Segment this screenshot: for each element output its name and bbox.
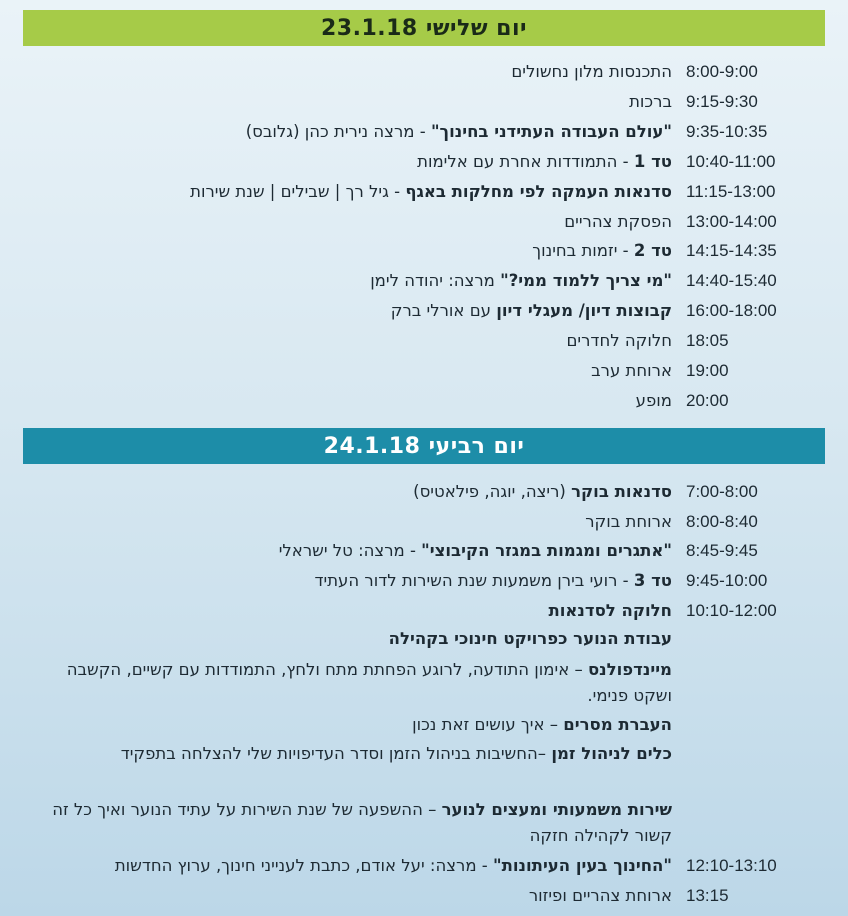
- workshop-description: – איך עושים זאת נכון: [412, 715, 564, 734]
- workshop-description: – ההשפעה של שנת השירות על עתיד הנוער ואיך כל זה קשור לקהילה חזקה: [52, 800, 672, 845]
- schedule-item: [315, 566, 673, 596]
- schedule-item-bold: "עולם העבודה העתידני בחינוך": [430, 121, 672, 141]
- schedule-item-text: (ריצה, יוגה, פילאטיס): [413, 482, 572, 501]
- day1-title: יום שלישי 23.1.18: [320, 15, 528, 41]
- schedule-time: 12:10-13:10: [686, 856, 777, 875]
- schedule-time: 9:45-10:00: [686, 571, 768, 591]
- schedule-row: [0, 207, 848, 237]
- day2-title: יום רביעי 24.1.18: [323, 433, 525, 459]
- schedule-time: 14:40-15:40: [686, 271, 777, 291]
- schedule-item-text: - גיל רך | שבילים | שנת שירות: [190, 181, 406, 201]
- schedule-time: 10:10-12:00: [686, 600, 777, 620]
- schedule-item-text: עם אורלי ברק: [390, 301, 497, 321]
- schedule-item: [246, 117, 672, 147]
- day2-header: [23, 428, 825, 464]
- schedule-row: [0, 236, 848, 266]
- schedule-row: [0, 536, 848, 566]
- workshop-item: [42, 797, 672, 849]
- schedule-time: 8:00-8:40: [686, 511, 758, 531]
- schedule-row: [0, 477, 848, 507]
- workshop-description: –החשיבות בניהול הזמן וסדר העדיפויות שלי להצלחה בתפקיד: [120, 744, 552, 763]
- workshop-item: [42, 657, 672, 709]
- schedule-item: [391, 296, 672, 326]
- schedule-item-bold: סדנאות העמקה לפי מחלקות באגף: [405, 181, 672, 201]
- workshop-item: [42, 712, 672, 738]
- schedule-row: [0, 507, 848, 537]
- workshop-item: [42, 741, 672, 767]
- workshop-title: העברת מסרים: [563, 715, 672, 734]
- schedule-time: 7:00-8:00: [686, 482, 758, 501]
- schedule-item-bold: "אתגרים ומגמות במגזר הקיבוצי": [421, 541, 672, 561]
- schedule-row: [0, 117, 848, 147]
- schedule-item: [564, 207, 672, 237]
- schedule-item: [629, 87, 672, 117]
- schedule-item-text: - רועי בירן משמעות שנת השירות לדור העתיד: [314, 571, 634, 591]
- schedule-time: 20:00: [686, 390, 729, 410]
- schedule-item: [417, 147, 672, 177]
- schedule-time: 9:35-10:35: [686, 121, 768, 141]
- schedule-item-text: חלוקה לחדרים: [566, 331, 672, 351]
- workshop-title: שירות משמעותי ומעצים לנוער: [441, 800, 672, 819]
- schedule-item: [529, 881, 672, 911]
- schedule-item-text: ברכות: [629, 91, 672, 111]
- schedule-item-bold: טד 3: [633, 571, 672, 591]
- schedule-item-bold: טד 2: [633, 241, 672, 261]
- schedule-time: 8:45-9:45: [686, 541, 758, 561]
- schedule-item: [370, 266, 672, 296]
- workshop-title: כלים לניהול זמן: [551, 744, 672, 763]
- schedule-row: [0, 296, 848, 326]
- schedule-row: [0, 356, 848, 386]
- schedule-item-bold: "מי צריך ללמוד ממי?": [500, 271, 672, 291]
- schedule-time: 9:15-9:30: [686, 91, 758, 111]
- workshop-title: עבודת הנוער כפרויקט חינוכי בקהילה: [388, 629, 672, 648]
- schedule-row: [0, 596, 848, 626]
- schedule-row: [0, 57, 848, 87]
- schedule-item-text: - מרצה: יעל אודם, כתבת לענייני חינוך, ערוץ החדשות: [114, 856, 493, 875]
- workshop-title: מיינדפולנס: [587, 660, 672, 679]
- schedule-row: [0, 266, 848, 296]
- workshop-item: [42, 626, 672, 652]
- schedule-item-text: ארוחת צהריים ופיזור: [528, 886, 672, 905]
- schedule-time: 13:15: [686, 886, 729, 905]
- schedule-time: 10:40-11:00: [686, 151, 776, 171]
- schedule-item-text: מרצה: יהודה לימן: [370, 271, 501, 291]
- schedule-item-bold: טד 1: [633, 151, 672, 171]
- schedule-row: [0, 881, 848, 911]
- schedule-row: [0, 386, 848, 416]
- schedule-item-text: - יזמות בחינוך: [532, 241, 634, 261]
- schedule-item: [566, 326, 672, 356]
- schedule-row: [0, 851, 848, 881]
- schedule-time: 16:00-18:00: [686, 301, 777, 321]
- schedule-item: [413, 477, 672, 507]
- schedule-item-text: ארוחת ערב: [591, 361, 672, 380]
- schedule-item: [532, 236, 672, 266]
- schedule-time: 8:00-9:00: [686, 62, 758, 81]
- schedule-item: [190, 177, 672, 207]
- schedule-item: [511, 57, 672, 87]
- schedule-item-text: התכנסות מלון נחשולים: [511, 62, 672, 81]
- schedule-item-text: - מרצה: טל ישראלי: [278, 541, 422, 561]
- schedule-row: [0, 566, 848, 596]
- schedule-time: 19:00: [686, 361, 729, 380]
- schedule-item-text: הפסקת צהריים: [564, 211, 672, 231]
- schedule-item-bold: "החינוך בעין העיתונות": [493, 856, 672, 875]
- schedule-item-text: ארוחת בוקר: [585, 511, 672, 531]
- schedule-row: [0, 177, 848, 207]
- schedule-time: 13:00-14:00: [686, 211, 777, 231]
- schedule-item: [548, 596, 672, 626]
- schedule-item-bold: קבוצות דיון/ מעגלי דיון: [496, 301, 672, 321]
- schedule-item-text: מופע: [635, 390, 672, 410]
- schedule-item: [279, 536, 672, 566]
- schedule-item-text: - מרצה נירית כהן (גלובס): [245, 121, 431, 141]
- schedule-item: [591, 356, 672, 386]
- schedule-item: [115, 851, 672, 881]
- schedule-item: [636, 386, 672, 416]
- schedule-item: [585, 507, 672, 537]
- schedule-row: [0, 147, 848, 177]
- day1-header: [23, 10, 825, 46]
- schedule-row: [0, 87, 848, 117]
- schedule-time: 14:15-14:35: [686, 241, 777, 261]
- schedule-item-bold: חלוקה לסדנאות: [548, 600, 672, 620]
- schedule-time: 11:15-13:00: [686, 181, 776, 201]
- schedule-time: 18:05: [686, 331, 729, 351]
- schedule-row: [0, 326, 848, 356]
- schedule-item-bold: סדנאות בוקר: [571, 482, 672, 501]
- workshop-description: – אימון התודעה, לרוגע הפחתת מתח ולחץ, התמודדות עם קשיים, הקשבה ושקט פנימי.: [66, 660, 672, 705]
- schedule-item-text: - התמודדות אחרת עם אלימות: [417, 151, 634, 171]
